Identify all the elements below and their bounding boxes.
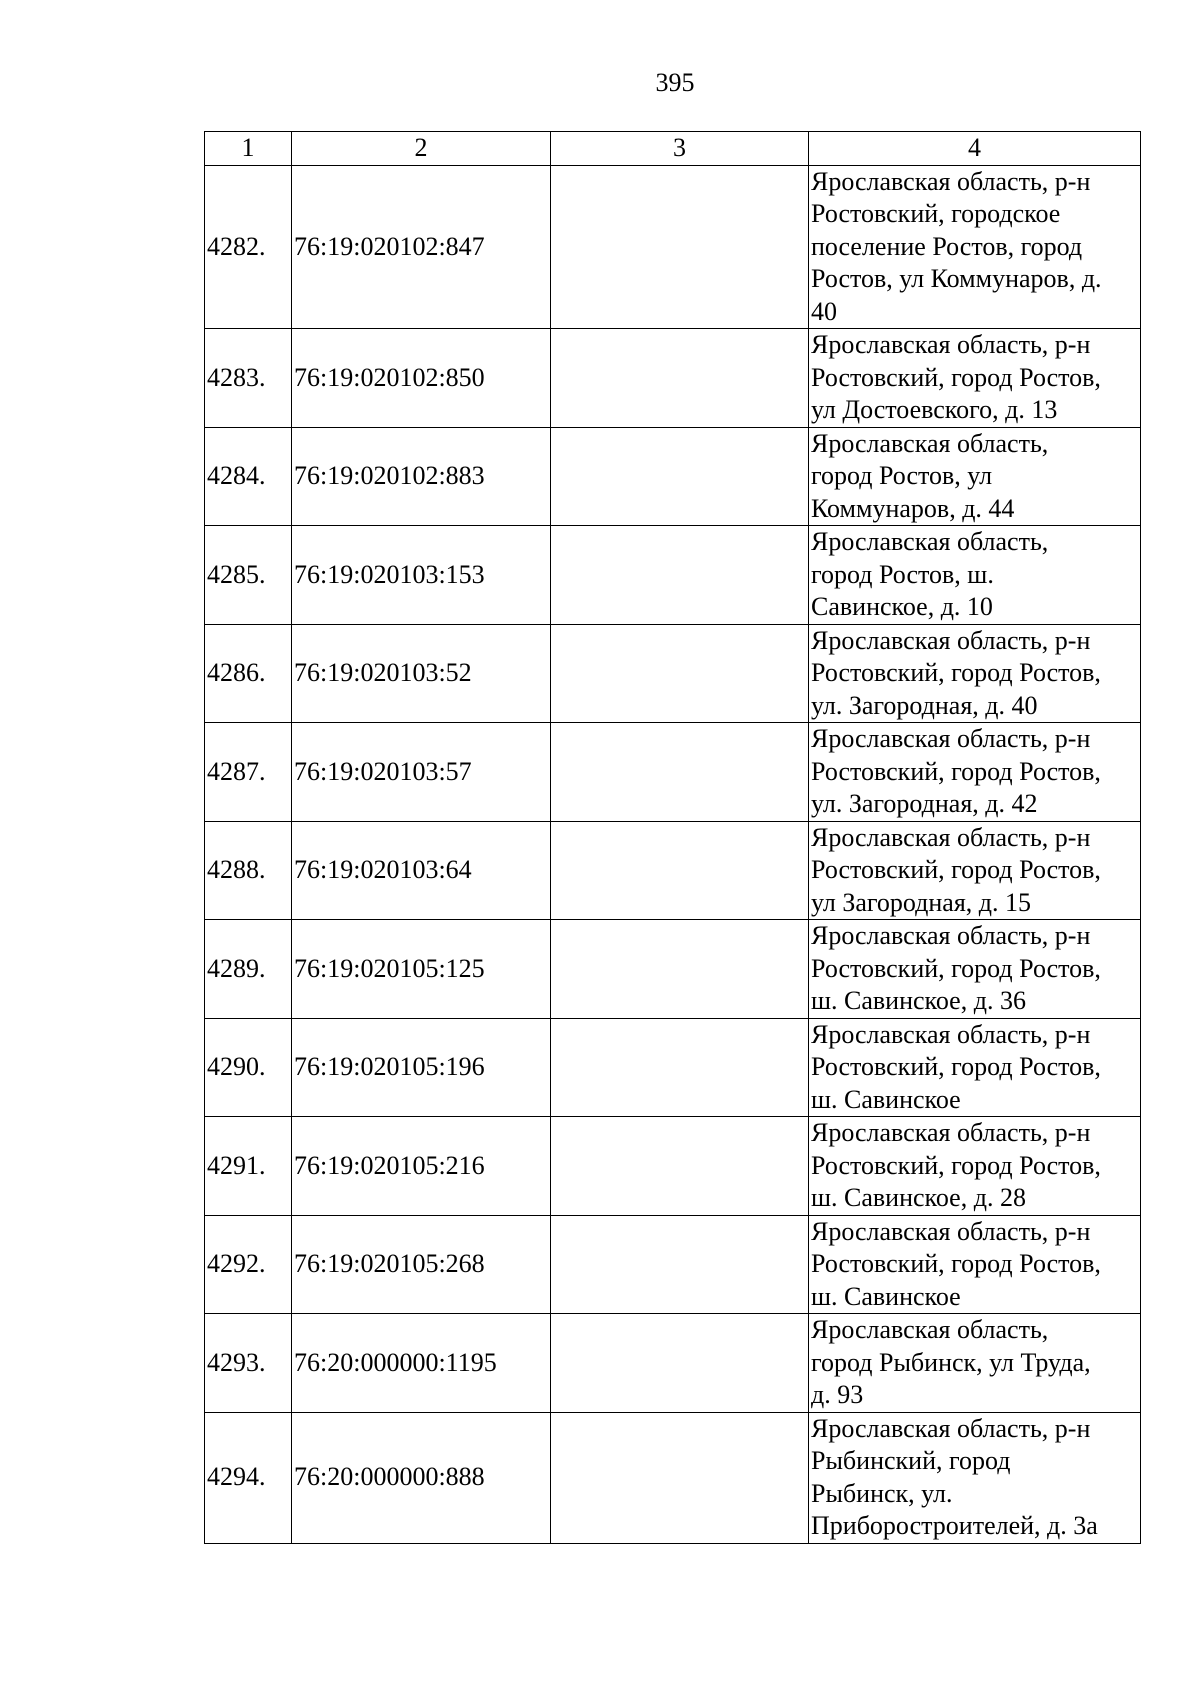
- address-line: Ростовский, город Ростов,: [811, 953, 1101, 983]
- address-line: Коммунаров, д. 44: [811, 493, 1015, 523]
- address-line: Ярославская область,: [811, 1315, 1049, 1344]
- address-cell: [809, 1215, 1141, 1314]
- address-line: Ярославская область, р-н: [811, 724, 1091, 753]
- address-line: ул Загородная, д. 15: [811, 887, 1032, 917]
- address-line: Ярославская область, р-н: [811, 1019, 1091, 1049]
- cadastral-number-cell: 76:19:020105:125: [292, 920, 551, 1019]
- cadastral-number-cell: 76:19:020103:153: [292, 526, 551, 625]
- address-line: Ростовский, город Ростов,: [811, 756, 1101, 786]
- cadastral-number-cell: 76:19:020103:64: [292, 821, 551, 920]
- column-header-1: 1: [205, 132, 292, 166]
- address-line: Ярославская область,: [811, 527, 1049, 556]
- address-line: 40: [811, 296, 837, 326]
- address-line: ул. Загородная, д. 40: [811, 690, 1038, 720]
- address-line: Ростовский, город Ростов,: [811, 1052, 1101, 1081]
- column-3-cell: [551, 1018, 809, 1117]
- address-line: Ростовский, город Ростов,: [811, 658, 1101, 687]
- table-row: [205, 624, 1141, 723]
- column-3-cell: [551, 165, 809, 329]
- row-number-cell: 4282.: [205, 165, 292, 329]
- column-3-cell: [551, 1117, 809, 1216]
- row-number-cell: 4287.: [205, 723, 292, 822]
- cadastral-number-cell: 76:19:020102:847: [292, 165, 551, 329]
- cadastral-number-cell: 76:19:020102:883: [292, 427, 551, 526]
- address-line: Ростовский, город Ростов,: [811, 362, 1101, 392]
- table-row: [205, 1314, 1141, 1413]
- row-number-cell: 4292.: [205, 1215, 292, 1314]
- address-line: Ярославская область, р-н: [811, 166, 1091, 196]
- address-cell: [809, 1314, 1141, 1413]
- address-line: Ростовский, город Ростов,: [811, 855, 1101, 884]
- address-cell: [809, 723, 1141, 822]
- address-line: Ростовский, городское: [811, 199, 1061, 228]
- address-line: город Ростов, ш.: [811, 559, 994, 589]
- table-row: [205, 821, 1141, 920]
- table-row: [205, 526, 1141, 625]
- address-line: Ростовский, город Ростов,: [811, 1150, 1101, 1180]
- table-row: [205, 165, 1141, 329]
- column-3-cell: [551, 723, 809, 822]
- address-line: ул. Загородная, д. 42: [811, 789, 1038, 818]
- table-header-row: [205, 132, 1141, 166]
- table-body: [205, 132, 1141, 1544]
- address-line: Ярославская область, р-н: [811, 822, 1091, 852]
- address-line: Приборостроителей, д. 3а: [811, 1511, 1098, 1540]
- column-3-cell: [551, 427, 809, 526]
- cadastral-number-cell: 76:19:020105:216: [292, 1117, 551, 1216]
- table-row: [205, 1117, 1141, 1216]
- cadastral-number-cell: 76:19:020102:850: [292, 329, 551, 428]
- column-header-4: 4: [809, 132, 1141, 166]
- row-number-cell: 4285.: [205, 526, 292, 625]
- cadastral-number-cell: 76:19:020103:52: [292, 624, 551, 723]
- column-3-cell: [551, 526, 809, 625]
- address-line: Рыбинский, город: [811, 1446, 1011, 1475]
- table-row: [205, 1412, 1141, 1543]
- row-number-cell: 4284.: [205, 427, 292, 526]
- row-number-cell: 4283.: [205, 329, 292, 428]
- address-line: Ярославская область, р-н: [811, 921, 1091, 950]
- address-line: Ростов, ул Коммунаров, д.: [811, 264, 1102, 293]
- cadastral-number-cell: 76:19:020105:196: [292, 1018, 551, 1117]
- column-3-cell: [551, 821, 809, 920]
- cadastral-number-cell: 76:20:000000:888: [292, 1412, 551, 1543]
- address-cell: [809, 1018, 1141, 1117]
- address-line: город Ростов, ул: [811, 461, 993, 490]
- table-row: [205, 329, 1141, 428]
- table-row: [205, 920, 1141, 1019]
- table-row: [205, 427, 1141, 526]
- address-cell: [809, 821, 1141, 920]
- column-3-cell: [551, 1215, 809, 1314]
- column-header-3: 3: [551, 132, 809, 166]
- cadastral-number-cell: 76:19:020105:268: [292, 1215, 551, 1314]
- table-row: [205, 723, 1141, 822]
- address-line: город Рыбинск, ул Труда,: [811, 1347, 1091, 1377]
- row-number-cell: 4288.: [205, 821, 292, 920]
- table-row: [205, 1018, 1141, 1117]
- table-row: [205, 1215, 1141, 1314]
- row-number-cell: 4293.: [205, 1314, 292, 1413]
- address-line: Ярославская область, р-н: [811, 625, 1091, 655]
- address-line: ш. Савинское: [811, 1281, 961, 1311]
- address-line: д. 93: [811, 1380, 864, 1409]
- address-cell: [809, 329, 1141, 428]
- address-line: ш. Савинское: [811, 1084, 961, 1114]
- column-3-cell: [551, 329, 809, 428]
- address-line: Савинское, д. 10: [811, 592, 993, 621]
- row-number-cell: 4289.: [205, 920, 292, 1019]
- address-cell: [809, 624, 1141, 723]
- address-cell: [809, 526, 1141, 625]
- address-line: Ярославская область, р-н: [811, 1413, 1091, 1443]
- address-line: ул Достоевского, д. 13: [811, 395, 1058, 424]
- column-header-2: 2: [292, 132, 551, 166]
- row-number-cell: 4286.: [205, 624, 292, 723]
- page-number: 395: [655, 68, 695, 97]
- address-line: Ярославская область, р-н: [811, 1216, 1091, 1246]
- address-line: ш. Савинское, д. 36: [811, 986, 1026, 1015]
- address-line: поселение Ростов, город: [811, 231, 1083, 261]
- column-3-cell: [551, 920, 809, 1019]
- column-3-cell: [551, 1314, 809, 1413]
- address-line: Ярославская область, р-н: [811, 1118, 1091, 1147]
- address-line: Ярославская область,: [811, 428, 1049, 458]
- address-cell: [809, 1117, 1141, 1216]
- column-3-cell: [551, 1412, 809, 1543]
- property-table: [204, 131, 1141, 1544]
- column-3-cell: [551, 624, 809, 723]
- address-cell: [809, 920, 1141, 1019]
- address-line: Рыбинск, ул.: [811, 1478, 953, 1508]
- address-cell: [809, 1412, 1141, 1543]
- cadastral-number-cell: 76:19:020103:57: [292, 723, 551, 822]
- address-cell: [809, 427, 1141, 526]
- address-line: Ростовский, город Ростов,: [811, 1249, 1101, 1278]
- row-number-cell: 4294.: [205, 1412, 292, 1543]
- address-line: ш. Савинское, д. 28: [811, 1183, 1026, 1212]
- address-cell: [809, 165, 1141, 329]
- cadastral-number-cell: 76:20:000000:1195: [292, 1314, 551, 1413]
- address-line: Ярославская область, р-н: [811, 330, 1091, 359]
- row-number-cell: 4290.: [205, 1018, 292, 1117]
- row-number-cell: 4291.: [205, 1117, 292, 1216]
